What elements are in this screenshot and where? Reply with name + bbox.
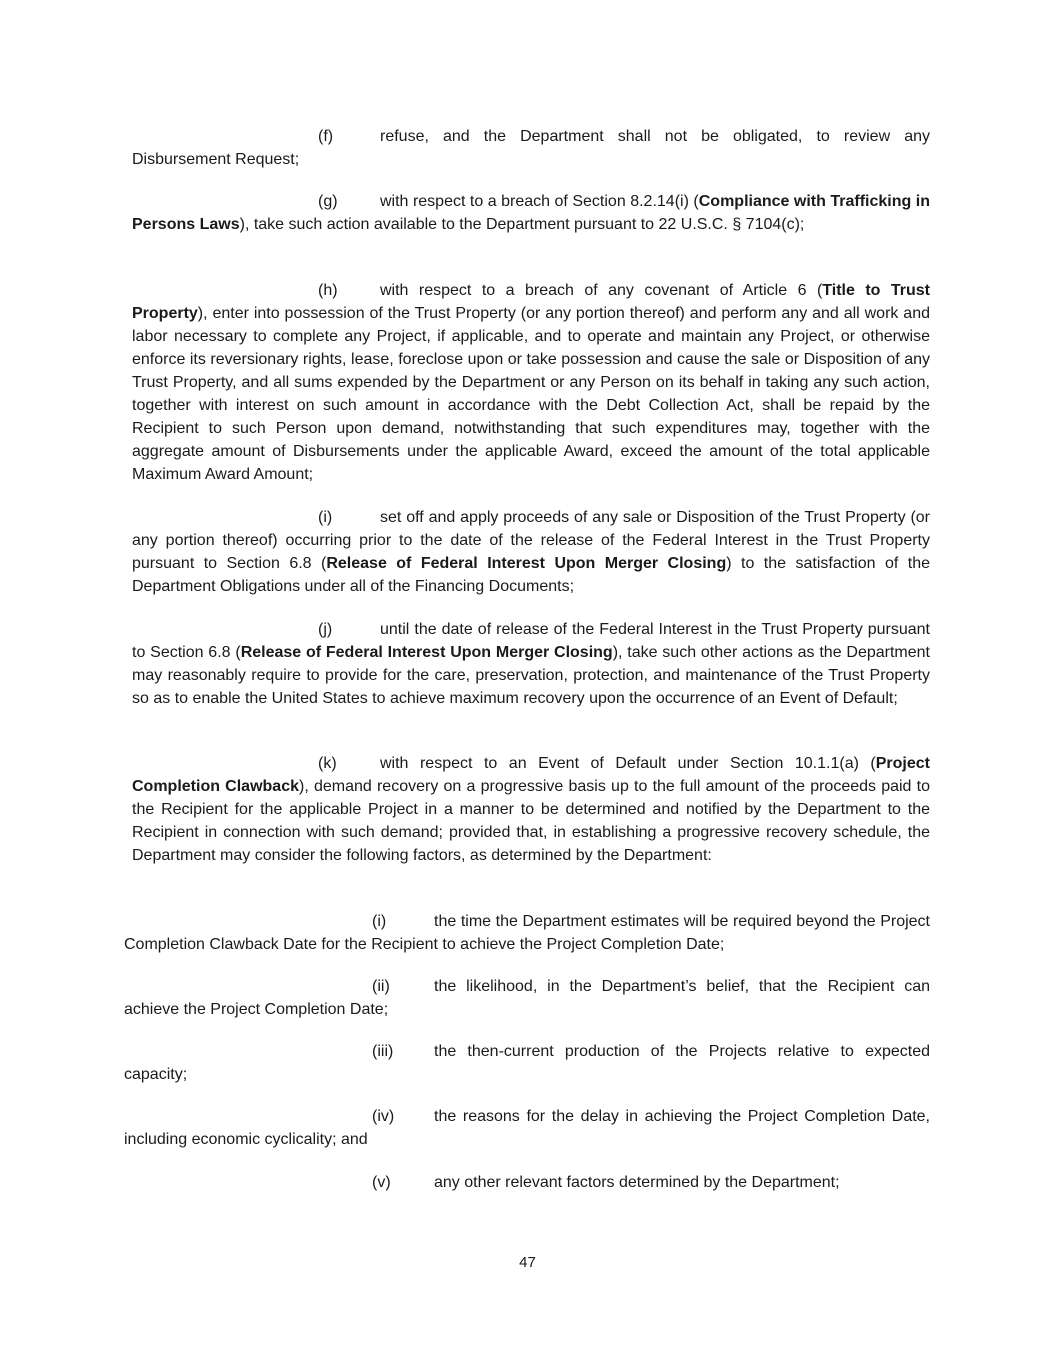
paragraph-text: ), take such other actions as the Department may reasonably require to provide for the care, preservation, protection, and maintenance of the Trust Property so as to enable the United States to achieve maximum recovery upon the occurrence of an Event of Default; — [132, 644, 930, 707]
subitem-text: the then-current production of the Projects relative to expected capacity; — [124, 1043, 930, 1083]
paragraph-text: with respect to a breach of any covenant of Article 6 ( — [380, 282, 823, 299]
paragraph-label: (i) — [318, 509, 333, 526]
subitem-label: (iv) — [372, 1108, 395, 1125]
paragraph-text: set off and apply proceeds of any sale or Disposition of the Trust Property (or any portion thereof) occurring prior to the date of the release of the Federal Interest in the Trust Property pursuant to Section 6.8 ( — [132, 509, 930, 572]
paragraph-text: ), enter into possession of the Trust Property (or any portion thereof) and perform any and all work and labor necessary to complete any Project, if applicable, and to operate and maintain any Project, or otherwise enforce its reversionary rights, lease, foreclose upon or take possession and cause the sale or Disposition of any Trust Property, and all sums expended by the Department or any Person on its behalf in taking any such action, together with interest on such amount in accordance with the Debt Collection Act, shall be repaid by the Recipient to such Person upon demand, notwithstanding that such expenditures may, together with the aggregate amount of Disbursements under the applicable Award, exceed the amount of the total applicable Maximum Award Amount; — [132, 305, 930, 483]
paragraph-i — [132, 506, 930, 598]
subitem — [124, 1105, 930, 1151]
subitem-text: the reasons for the delay in achieving the Project Completion Date, including economic cyclicality; and — [124, 1108, 930, 1148]
defined-term: Compliance with Trafficking in Persons Laws — [132, 193, 931, 233]
subitem — [124, 910, 930, 956]
paragraph-label: (j) — [318, 621, 333, 638]
subitem-text: the likelihood, in the Department’s belief, that the Recipient can achieve the Project Completion Date; — [124, 978, 930, 1018]
subitem-text: any other relevant factors determined by the Department; — [434, 1174, 840, 1191]
subitem-label: (v) — [372, 1174, 391, 1191]
subitem-text: the time the Department estimates will be required beyond the Project Completion Clawback Date for the Recipient to achieve the Project Completion Date; — [124, 913, 930, 953]
paragraph-text: until the date of release of the Federal Interest in the Trust Property pursuant to Section 6.8 ( — [132, 621, 930, 661]
paragraph-text: ), take such action available to the Department pursuant to 22 U.S.C. § 7104(c); — [239, 216, 805, 233]
subitem-label: (i) — [372, 913, 387, 930]
paragraph-f — [132, 125, 930, 171]
subitem — [124, 975, 930, 1021]
defined-term: Release of Federal Interest Upon Merger Closing — [240, 644, 613, 661]
defined-term: Project Completion Clawback — [132, 755, 930, 795]
paragraph-text: with respect to a breach of Section 8.2.14(i) ( — [380, 193, 699, 210]
defined-term: Title to Trust Property — [132, 282, 931, 322]
paragraph-label: (k) — [318, 755, 337, 772]
paragraph-text: with respect to an Event of Default under Section 10.1.1(a) ( — [380, 755, 876, 772]
subitem — [124, 1040, 930, 1086]
paragraph-label: (g) — [318, 193, 338, 210]
paragraph-text: ), demand recovery on a progressive basis up to the full amount of the proceeds paid to the Recipient for the applicable Project in a manner to be determined and notified by the Department to the Recipient in connection with such demand; provided that, in establishing a progressive recovery schedule, the Department may consider the following factors, as determined by the Department: — [132, 778, 930, 864]
defined-term: Release of Federal Interest Upon Merger Closing — [326, 555, 727, 572]
subitem-label: (iii) — [372, 1043, 394, 1060]
paragraph-text: ) to the satisfaction of the Department Obligations under all of the Financing Documents; — [132, 555, 931, 595]
paragraph-h — [132, 279, 930, 486]
paragraph-text: refuse, and the Department shall not be obligated, to review any Disbursement Request; — [132, 128, 930, 168]
paragraph-j — [132, 618, 930, 710]
subitem-label: (ii) — [372, 978, 390, 995]
paragraph-g — [132, 190, 930, 236]
paragraph-label: (h) — [318, 282, 338, 299]
subitem — [124, 1171, 930, 1194]
page-number: 47 — [519, 1254, 536, 1271]
paragraph-k — [132, 752, 930, 867]
paragraph-label: (f) — [318, 128, 334, 145]
